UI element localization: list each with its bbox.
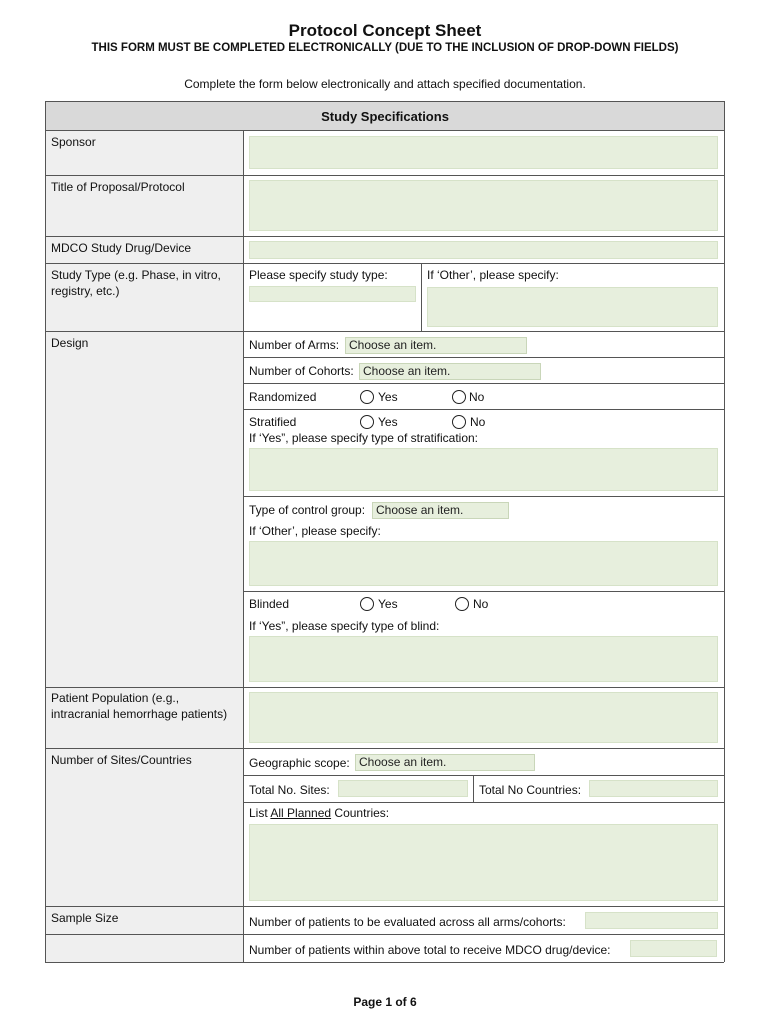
patients-receive-field[interactable]	[630, 940, 717, 957]
page-title: Protocol Concept Sheet	[288, 21, 482, 40]
study-type-other-label: If ‘Other’, please specify:	[427, 268, 559, 282]
planned-countries-label	[249, 805, 389, 821]
all-planned-text: All Planned	[270, 806, 332, 820]
patient-population-field[interactable]	[249, 692, 718, 743]
blinded-yes-radio[interactable]	[360, 597, 374, 611]
list-suffix: Countries:	[334, 806, 390, 820]
page-number: Page 1 of 6	[353, 995, 417, 1009]
geo-scope-dropdown[interactable]: Choose an item.	[355, 754, 535, 771]
stratified-yes-label: Yes	[378, 415, 398, 429]
study-type-label: Study Type (e.g. Phase, in vitro, registry, etc.)	[51, 268, 221, 298]
stratified-no-label: No	[470, 415, 486, 429]
randomized-no-radio[interactable]	[452, 390, 466, 404]
planned-countries-field[interactable]	[249, 824, 718, 901]
blinded-label: Blinded	[249, 597, 290, 611]
sponsor-label: Sponsor	[51, 135, 96, 149]
blinded-no-label: No	[473, 597, 489, 611]
randomized-yes-radio[interactable]	[360, 390, 374, 404]
page-subtitle: THIS FORM MUST BE COMPLETED ELECTRONICALLY (DUE TO THE INCLUSION OF DROP-DOWN FIELDS)	[91, 42, 679, 54]
total-countries-label: Total No Countries:	[479, 783, 582, 797]
title-proposal-field[interactable]	[249, 180, 718, 231]
section-title: Study Specifications	[321, 109, 449, 124]
sample-size-label: Sample Size	[51, 911, 119, 925]
design-label: Design	[51, 336, 89, 350]
num-arms-label: Number of Arms:	[249, 338, 340, 352]
blinded-yes-label: Yes	[378, 597, 398, 611]
instructions: Complete the form below electronically and attach specified documentation.	[184, 77, 586, 91]
mdco-drug-label: MDCO Study Drug/Device	[51, 241, 192, 255]
study-type-other-field[interactable]	[427, 287, 718, 327]
geo-scope-label: Geographic scope:	[249, 756, 350, 770]
stratified-no-radio[interactable]	[452, 415, 466, 429]
num-arms-dropdown[interactable]: Choose an item.	[345, 337, 527, 354]
stratification-field[interactable]	[249, 448, 718, 491]
randomized-no-label: No	[469, 390, 485, 404]
stratification-specify-label: If ‘Yes”, please specify type of stratification:	[249, 431, 479, 445]
patients-evaluated-field[interactable]	[585, 912, 718, 929]
randomized-yes-label: Yes	[378, 390, 398, 404]
study-type-specify-label: Please specify study type:	[249, 268, 388, 282]
num-cohorts-label: Number of Cohorts:	[249, 364, 354, 378]
blind-specify-label: If ‘Yes”, please specify type of blind:	[249, 619, 440, 633]
randomized-label: Randomized	[249, 390, 317, 404]
patients-evaluated-label: Number of patients to be evaluated across all arms/cohorts:	[249, 915, 566, 929]
blinded-no-radio[interactable]	[455, 597, 469, 611]
num-cohorts-dropdown[interactable]: Choose an item.	[359, 363, 541, 380]
control-other-label: If ‘Other’, please specify:	[249, 524, 381, 538]
list-prefix: List	[249, 806, 268, 820]
patient-population-label: Patient Population (e.g., intracranial hemorrhage patients)	[51, 691, 228, 721]
blind-type-field[interactable]	[249, 636, 718, 682]
patients-receive-label: Number of patients within above total to receive MDCO drug/device:	[249, 943, 611, 957]
sponsor-field[interactable]	[249, 136, 718, 169]
total-sites-label: Total No. Sites:	[249, 783, 330, 797]
control-group-dropdown[interactable]: Choose an item.	[372, 502, 509, 519]
mdco-drug-field[interactable]	[249, 241, 718, 259]
study-type-field[interactable]	[249, 286, 416, 302]
control-group-label: Type of control group:	[249, 503, 366, 517]
title-proposal-label: Title of Proposal/Protocol	[51, 180, 185, 194]
stratified-yes-radio[interactable]	[360, 415, 374, 429]
control-other-field[interactable]	[249, 541, 718, 586]
stratified-label: Stratified	[249, 415, 297, 429]
num-sites-label: Number of Sites/Countries	[51, 753, 192, 767]
total-sites-field[interactable]	[338, 780, 468, 797]
total-countries-field[interactable]	[589, 780, 718, 797]
